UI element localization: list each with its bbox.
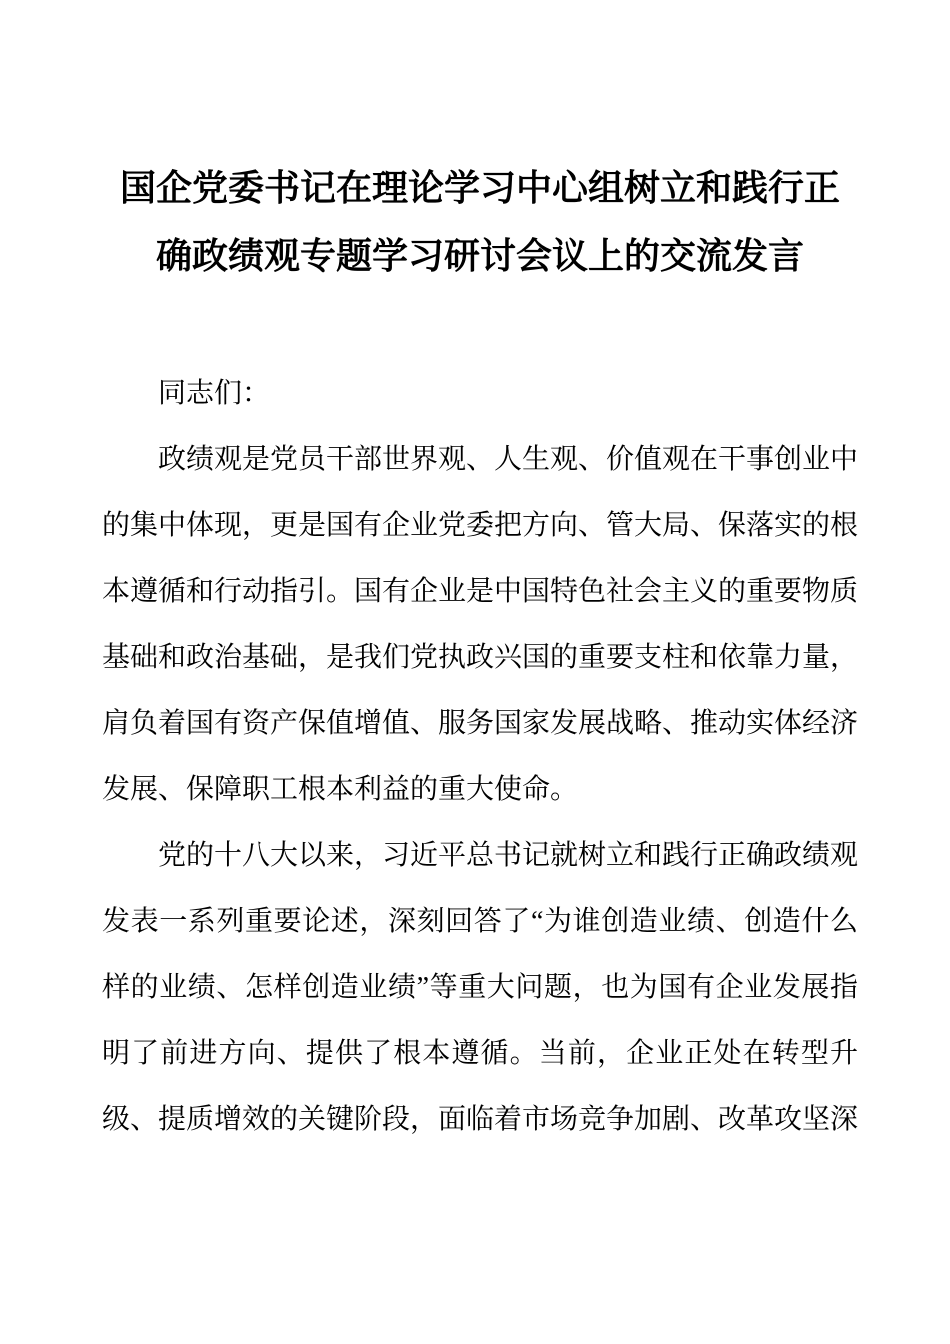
body-line: 政绩观是党员干部世界观、人生观、价值观在干事创业中	[158, 444, 859, 475]
body-line: 党的十八大以来，习近平总书记就树立和践行正确政绩观	[158, 840, 859, 871]
body-line: 本遵循和行动指引。国有企业是中国特色社会主义的重要物质	[102, 576, 859, 607]
body-line: 基础和政治基础，是我们党执政兴国的重要支柱和依靠力量，	[102, 642, 859, 673]
document-body	[102, 361, 858, 1153]
body-line: 明了前进方向、提供了根本遵循。当前，企业正处在转型升	[102, 1038, 858, 1069]
body-line: 发展、保障职工根本利益的重大使命。	[102, 774, 579, 805]
document-title	[102, 154, 858, 290]
body-line: 样的业绩、怎样创造业绩”等重大问题，也为国有企业发展指	[102, 972, 858, 1003]
title-line-1: 国企党委书记在理论学习中心组树立和践行正	[119, 168, 840, 208]
body-line: 发表一系列重要论述，深刻回答了“为谁创造业绩、创造什么	[102, 906, 858, 937]
body-line: 肩负着国有资产保值增值、服务国家发展战略、推动实体经济	[102, 708, 859, 739]
body-line: 的集中体现，更是国有企业党委把方向、管大局、保落实的根	[102, 510, 859, 541]
body-line: 级、提质增效的关键阶段，面临着市场竞争加剧、改革攻坚深	[102, 1104, 859, 1135]
salutation-line: 同志们：	[158, 378, 271, 409]
title-line-2: 确政绩观专题学习研讨会议上的交流发言	[155, 236, 804, 276]
